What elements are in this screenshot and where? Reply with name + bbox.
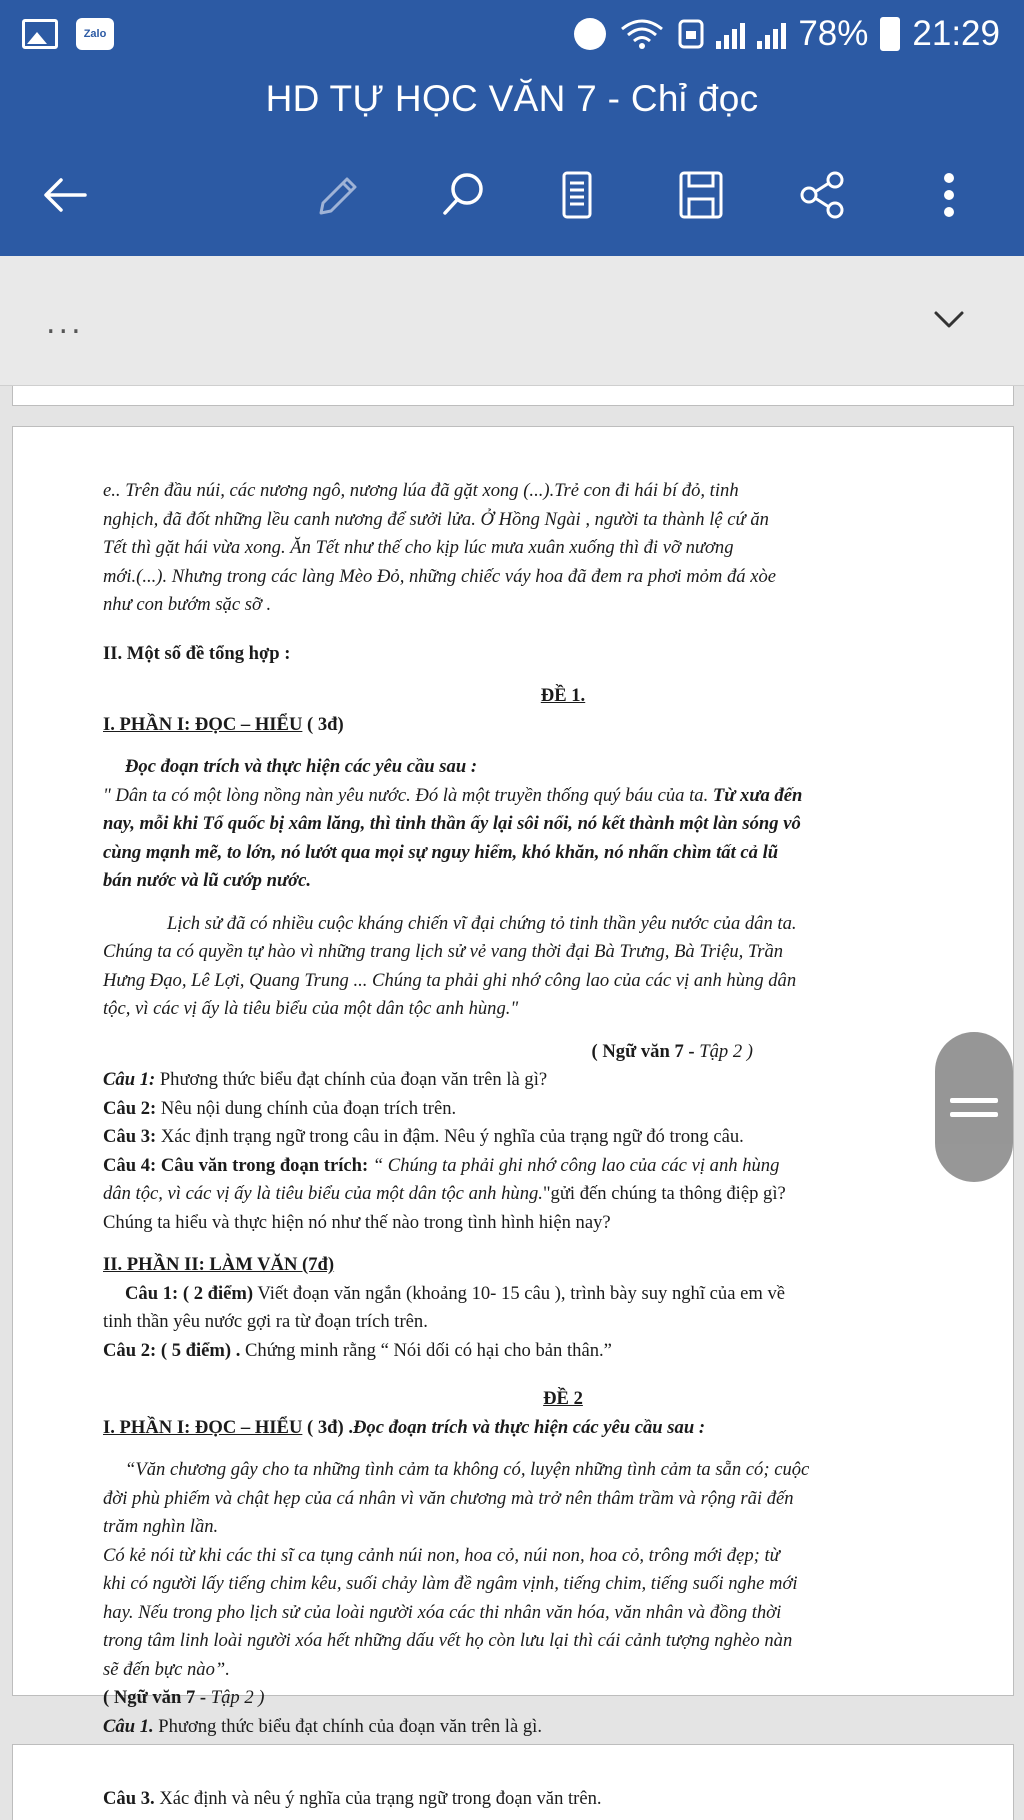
alarm-icon [574, 18, 606, 50]
question: dân tộc, vì các vị ấy là tiêu biểu của một dân tộc anh hùng."gửi đến chúng ta thông điệp gì? [103, 1183, 786, 1204]
quote-line: “Văn chương gây cho ta những tình cảm ta không có, luyện những tình cảm ta sẵn có; cuộc [125, 1459, 810, 1480]
intro-line: mới.(...). Nhưng trong các làng Mèo Đỏ, những chiếc váy hoa đã đem ra phơi mỏm đá xòe [103, 565, 777, 587]
toolbar [0, 150, 1024, 240]
signal-icon-2 [757, 19, 786, 49]
exam-1-part2-heading: II. PHẦN II: LÀM VĂN (7đ) [103, 1254, 335, 1275]
quote-line: Lịch sử đã có nhiều cuộc kháng chiến vĩ đại chứng tỏ tinh thần yêu nước của dân ta. [167, 912, 797, 934]
search-button[interactable] [418, 150, 508, 240]
find-bar-text: ... [46, 306, 84, 341]
exam-1-title: ĐỀ 1. [540, 685, 586, 706]
zalo-icon: Zalo [76, 18, 114, 50]
quote-line: Chúng ta có quyền tự hào vì những trang lịch sử vẻ vang thời đại Bà Trưng, Bà Triệu, Trần [103, 941, 784, 962]
document-page[interactable] [12, 426, 1014, 1737]
document-page-2[interactable] [12, 1744, 1014, 1820]
question: Câu 1. Phương thức biểu đạt chính của đoạn văn trên là gì. [103, 1715, 542, 1737]
save-button[interactable] [656, 150, 746, 240]
document-body-2 [103, 1785, 983, 1814]
intro-line: nghịch, đã đốt những lều canh nương để sưởi lửa. Ở Hồng Ngài , người ta thành lệ cứ ăn [103, 508, 769, 530]
previous-page-edge [12, 386, 1014, 406]
chevron-down-icon[interactable] [924, 294, 974, 344]
question: Câu 3. Xác định và nêu ý nghĩa của trạng ngữ trong đoạn văn trên. [103, 1788, 602, 1809]
edit-button[interactable] [292, 150, 382, 240]
more-vert-icon [921, 167, 977, 223]
quote-line: trăm nghìn lần. [103, 1516, 219, 1537]
edit-pencil-icon [309, 167, 365, 223]
reading-view-icon [549, 167, 605, 223]
quote-line: tộc, vì các vị ấy là tiêu biểu của một dân tộc anh hùng." [103, 998, 519, 1019]
quote-line: hay. Nếu trong pho lịch sử của loài người xóa các thi nhân văn hóa, văn nhân và đồng thời [103, 1601, 782, 1623]
signal-icon [716, 19, 745, 49]
quote-line: Hưng Đạo, Lê Lợi, Quang Trung ... Chúng ta phải ghi nhớ công lao của các vị anh hùng dân [103, 969, 797, 991]
share-icon [795, 167, 851, 223]
intro-line: Tết thì gặt hái vừa xong. Ăn Tết như thế cho kịp lúc mưa xuân xuống thì đi vỡ nương [103, 537, 734, 558]
app-header [0, 76, 1024, 256]
back-arrow-icon [37, 167, 93, 223]
question: Câu 3: Xác định trạng ngữ trong câu in đậm. Nêu ý nghĩa của trạng ngữ đó trong câu. [103, 1126, 744, 1147]
clock: 21:29 [912, 14, 1000, 53]
exam-2-title: ĐỀ 2 [543, 1388, 583, 1409]
battery-percent: 78% [798, 14, 869, 53]
exam-2-part1-heading: I. PHẦN I: ĐỌC – HIỂU ( 3đ) .Đọc đoạn trích và thực hiện các yêu cầu sau : [103, 1416, 706, 1438]
source-reference: ( Ngữ văn 7 - Tập 2 ) [591, 1040, 753, 1062]
question: Câu 4: Câu văn trong đoạn trích: “ Chúng ta phải ghi nhớ công lao của các vị anh hùng [103, 1154, 780, 1176]
exam-1-part1-heading: I. PHẦN I: ĐỌC – HIỂU ( 3đ) [103, 713, 344, 735]
scroll-handle[interactable] [935, 1032, 1013, 1182]
battery-icon [880, 17, 900, 51]
instruction: Đọc đoạn trích và thực hiện các yêu cầu sau : [125, 756, 478, 777]
sim-icon [678, 19, 704, 49]
quote-line: đời phù phiếm và chật hẹp của cá nhân vì văn chương mà trở nên thâm trầm và rộng rãi đến [103, 1487, 794, 1509]
back-button[interactable] [20, 150, 110, 240]
quote-line: khi có người lấy tiếng chim kêu, suối chảy làm đề ngâm vịnh, tiếng chim, tiếng suối nghe mới [103, 1573, 798, 1594]
quote-line: cùng mạnh mẽ, to lớn, nó lướt qua mọi sự nguy hiểm, khó khăn, nó nhấn chìm tất cả lũ [103, 841, 779, 863]
question: Câu 1: Phương thức biểu đạt chính của đoạn văn trên là gì? [103, 1069, 548, 1090]
find-bar [0, 256, 1024, 386]
document-title: HD TỰ HỌC VĂN 7 - Chỉ đọc [265, 78, 759, 119]
search-icon [435, 167, 491, 223]
source-reference: ( Ngữ văn 7 - Tập 2 ) [103, 1687, 265, 1708]
quote-line: " Dân ta có một lòng nồng nàn yêu nước. Đó là một truyền thống quý báu của ta. Từ xưa đến [103, 784, 803, 806]
question: Câu 2: Nêu nội dung chính của đoạn trích trên. [103, 1097, 457, 1119]
section-title: II. Một số đề tổng hợp : [103, 642, 291, 664]
more-options-button[interactable] [904, 150, 994, 240]
question: Chúng ta hiểu và thực hiện nó như thế nào trong tình hình hiện nay? [103, 1211, 611, 1233]
quote-line: sẽ đến bực nào”. [103, 1658, 230, 1680]
question: Câu 2: ( 5 điểm) . Chứng minh rằng “ Nói dối có hại cho bản thân.” [103, 1339, 612, 1361]
share-button[interactable] [778, 150, 868, 240]
wifi-icon [618, 17, 666, 51]
quote-line: Có kẻ nói từ khi các thi sĩ ca tụng cảnh núi non, hoa cỏ, núi non, hoa cỏ, trông mới đẹp; từ [103, 1544, 780, 1566]
quote-line: bán nước và lũ cướp nước. [103, 870, 311, 891]
question: Câu 1: ( 2 điểm) Viết đoạn văn ngắn (khoảng 10- 15 câu ), trình bày suy nghĩ của em về [125, 1282, 786, 1304]
document-body [103, 477, 983, 1770]
reading-view-button[interactable] [532, 150, 622, 240]
intro-line: như con bướm sặc sỡ . [103, 594, 272, 615]
quote-line: nay, mỗi khi Tổ quốc bị xâm lăng, thì tinh thần ấy lại sôi nổi, nó kết thành một làn sóng vô [103, 813, 801, 834]
quote-line: trong tâm linh loài người xóa hết những dấu vết họ còn lưu lại thì cái cảnh tượng nghèo nàn [103, 1630, 793, 1651]
intro-line: e.. Trên đầu núi, các nương ngô, nương lúa đã gặt xong (...).Trẻ con đi hái bí đỏ, tinh [103, 480, 739, 501]
gallery-icon [22, 19, 58, 49]
save-icon [673, 167, 729, 223]
question: tinh thần yêu nước gợi ra từ đoạn trích trên. [103, 1311, 428, 1332]
status-bar [0, 0, 1024, 76]
